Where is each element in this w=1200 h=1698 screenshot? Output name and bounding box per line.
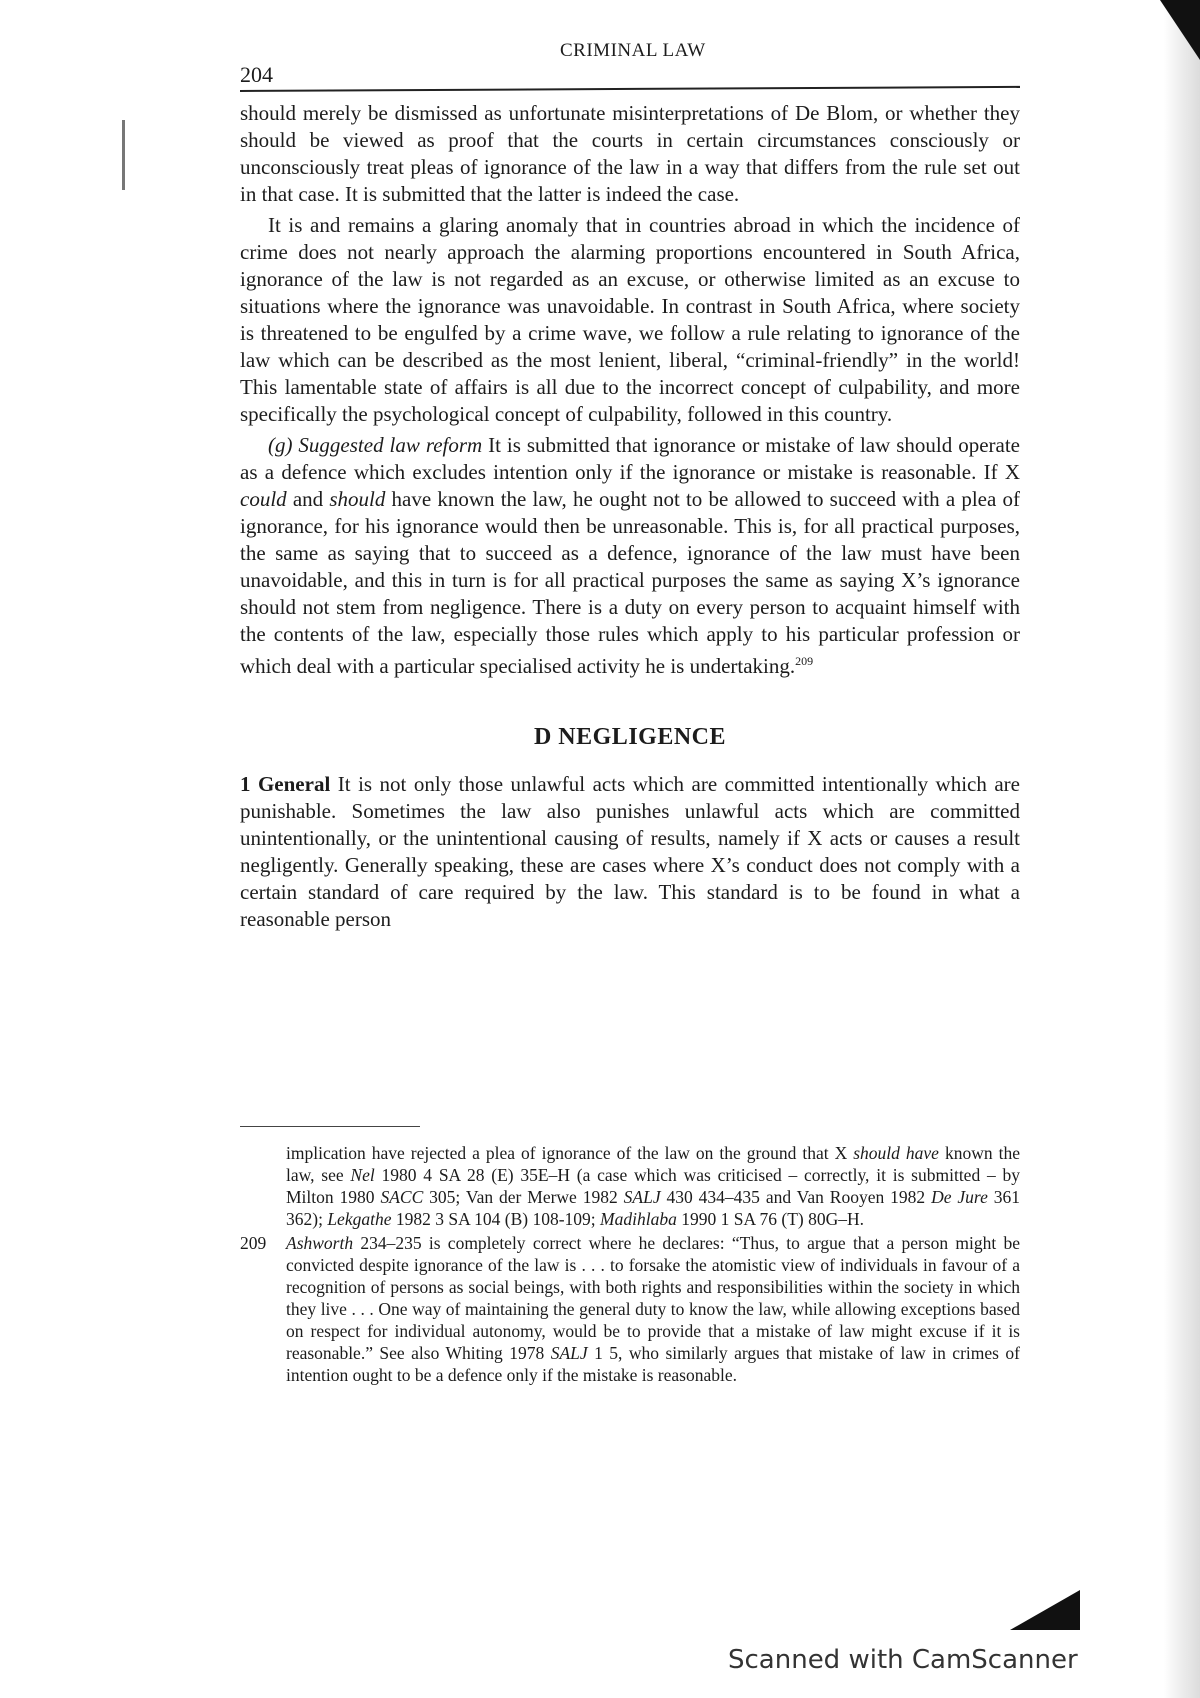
page-corner-shadow-top [1160, 0, 1200, 60]
page-number: 204 [240, 62, 273, 87]
paragraph-general: 1 General It is not only those unlawful acts which are committed intentionally which are punishable. Sometimes the law also punishes unlawful acts which are committed unintentionally, or the unintentional causing of results, namely if X acts or causes a result negligently. Generally speaking, these are cases where X’s conduct does not comply with a certain standard of care required by the law. This standard is to be found in what a reasonable person [240, 772, 1020, 931]
running-head: CRIMINAL LAW [560, 40, 706, 61]
page-header [240, 40, 1020, 87]
page-binding-edge [1164, 0, 1200, 1698]
section-heading: D NEGLIGENCE [533, 724, 727, 750]
law-reform-label: (g) Suggested law reform [268, 433, 483, 457]
header-rule [240, 86, 1020, 92]
paragraph-anomaly: It is and remains a glaring anomaly that in countries abroad in which the incidence of crime does not nearly approach the alarming proportions encountered in South Africa, ignorance of the law is not regarded as an excuse, or otherwise limited as an excuse to situations where the ignorance was unavoidable. In contrast in South Africa, where society is threatened to be engulfed by a crime wave, we follow a rule relating to ignorance of the law which can be described as the most lenient, liberal, “criminal-friendly” in the world! This lamentable state of affairs is all due to the incorrect concept of culpability, and more specifically the psychological concept of culpability, followed in this country. [240, 213, 1020, 426]
body-text [240, 100, 1020, 937]
footnote-ref-209: 209 [795, 654, 814, 668]
paragraph-law-reform: (g) Suggested law reform It is submitted that ignorance or mistake of law should operate as a defence which excludes intention only if the ignorance or mistake is reasonable. If X could and should have known the law, he ought not to be allowed to succeed with a plea of ignorance, for his ignorance would then be unreasonable. This is, for all practical purposes, the same as saying that to succeed as a defence, ignorance of the law must have been unavoidable, and this in turn is for all practical purposes the same as saying X’s ignorance should not stem from negligence. There is a duty on every person to acquaint himself with the contents of the law, especially those rules which apply to his particular profession or which deal with a particular specialised activity he is undertaking.$^{209}$ [240, 433, 1020, 678]
footnote-209: 209 Ashworth 234–235 is completely correct where he declares: “Thus, to argue that a person might be convicted despite ignorance of the law is . . . to forsake the atomistic view of individuals in favour of a recognition of persons as social beings, with both rights and responsibilities within the society in which they live . . . One way of maintaining the general duty to know the law, while allowing exceptions based on respect for individual autonomy, would be to provide that a mistake of law might excuse if it is reasonable.” See also Whiting 1978 SALJ 1 5, who similarly argues that mistake of law in crimes of intention ought to be a defence only if the mistake is reasonable. [240, 1233, 1020, 1385]
general-label: 1 General [240, 772, 331, 796]
camscanner-watermark: Scanned with CamScanner [728, 1645, 1078, 1675]
footnotes [240, 1142, 1020, 1388]
footnote-rule [240, 1126, 420, 1127]
footnote-number: 209 [240, 1233, 267, 1253]
paragraph-continuation: should merely be dismissed as unfortunate misinterpretations of De Blom, or whether they should be viewed as proof that the courts in certain circumstances consciously or unconsciously treat pleas of ignorance of the law in a way that differs from the rule set out in that case. It is submitted that the latter is indeed the case. [240, 101, 1020, 206]
footnote-continued: implication have rejected a plea of ignorance of the law on the ground that X should have known the law, see Nel 1980 4 SA 28 (E) 35E–H (a case which was criticised – correctly, it is submitted – by Milton 1980 SACC 305; Van der Merwe 1982 SALJ 430 434–435 and Van Rooyen 1982 De Jure 361 362); Lekgathe 1982 3 SA 104 (B) 108-109; Madihlaba 1990 1 SA 76 (T) 80G–H. [286, 1143, 1021, 1229]
scan-margin-mark [122, 120, 125, 190]
page-corner-shadow-bottom [1010, 1590, 1080, 1630]
